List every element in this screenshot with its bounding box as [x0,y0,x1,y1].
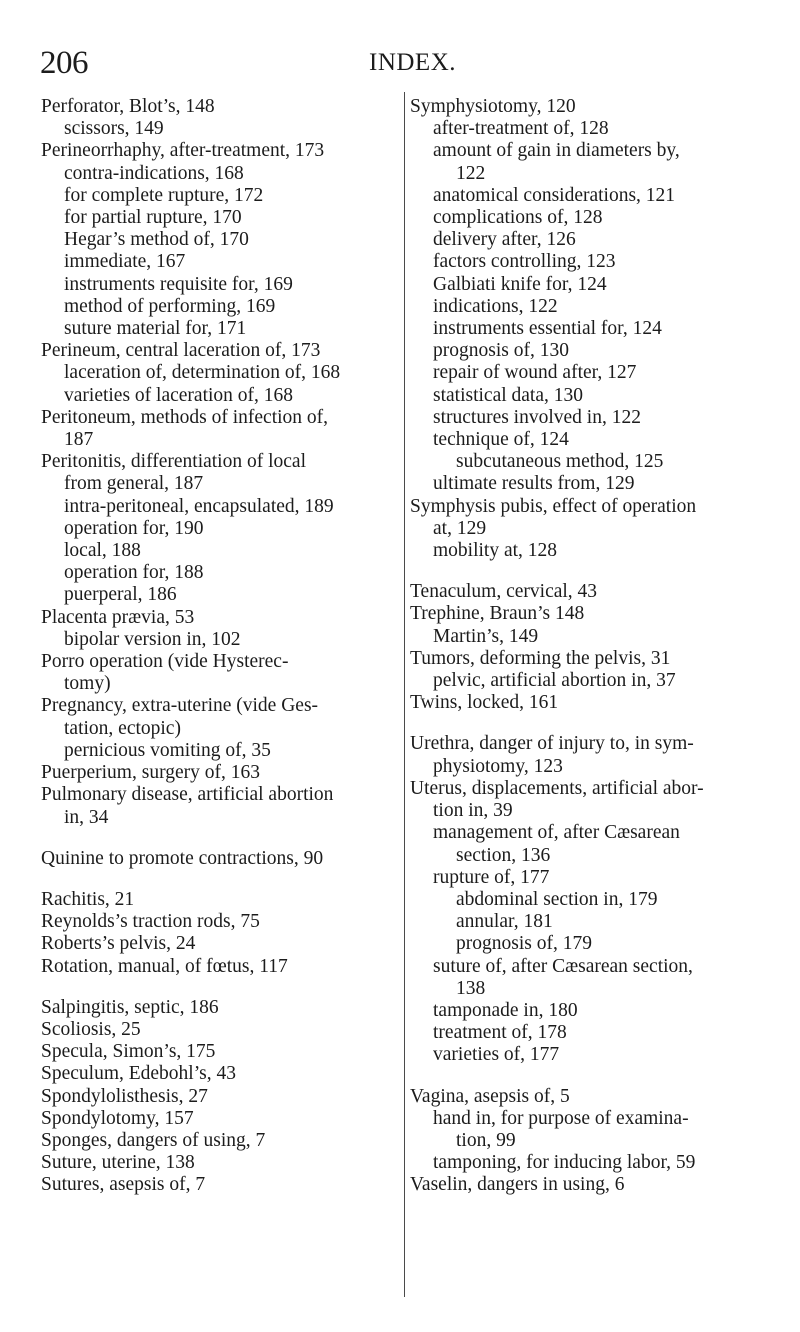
index-entry [410,603,780,625]
index-entry [41,933,401,955]
index-entry [41,1041,401,1063]
entry-text: management of, after Cæsarean [433,822,680,844]
entry-text: complications of, 128 [433,207,603,229]
entry-text: annular, 181 [456,911,553,933]
entry-text: hand in, for purpose of examina- [433,1107,689,1129]
entry-continuation: section, 136 [456,844,551,866]
index-column-left [41,96,401,1197]
entry-continuation: tion, 99 [456,1129,516,1151]
entry-text: bipolar version in, 102 [64,628,241,650]
entry-text: intra-peritoneal, encapsulated, 189 [64,495,334,517]
page-header [40,46,760,86]
index-subentry [410,670,780,692]
index-subentry [410,207,780,229]
index-entry [41,451,401,495]
entry-text: Spondylotomy, 157 [41,1107,194,1129]
index-subentry [410,118,780,140]
index-subentry [410,296,780,318]
entry-text: Trephine, Braun’s 148 [410,603,585,625]
entry-text: Galbiati knife for, 124 [433,273,607,295]
entry-text: pelvic, artificial abortion in, 37 [433,670,676,692]
entry-continuation: in, 34 [64,806,109,828]
entry-text: ultimate results from, 129 [433,473,635,495]
entry-text: statistical data, 130 [433,384,584,406]
entry-text: Reynolds’s traction rods, 75 [41,911,260,933]
entry-text: subcutaneous method, 125 [456,451,664,473]
index-subentry [410,1152,780,1174]
entry-text: mobility at, 128 [433,540,558,562]
index-entry [41,784,401,828]
index-entry [41,695,401,739]
entry-text: Salpingitis, septic, 186 [41,996,219,1018]
entry-text: contra-indications, 168 [64,162,244,184]
entry-text: tamponade in, 180 [433,999,578,1021]
entry-text: immediate, 167 [64,251,186,273]
entry-text: local, 188 [64,540,141,562]
index-entry [41,1130,401,1152]
index-entry [41,407,401,451]
entry-text: instruments essential for, 124 [433,318,662,340]
index-entry [410,581,780,603]
entry-text: method of performing, 169 [64,295,276,317]
index-subentry [410,251,780,273]
index-subentry [41,562,401,584]
entry-text: Martin’s, 149 [433,625,539,647]
index-subentry [41,740,401,762]
index-subentry [41,496,401,518]
entry-text: varieties of laceration of, 168 [64,384,294,406]
entry-text: suture of, after Cæsarean section, [433,955,693,977]
entry-continuation: from general, 187 [64,473,204,495]
entry-text: prognosis of, 179 [456,933,592,955]
entry-text: Sponges, dangers of using, 7 [41,1129,266,1151]
entry-text: Roberts’s pelvis, 24 [41,933,196,955]
entry-text: Perineum, central laceration of, 173 [41,340,321,362]
index-entry [41,1108,401,1130]
index-subentry [41,318,401,340]
entry-text: Peritonitis, differentiation of local [41,451,306,473]
index-subentry [41,185,401,207]
entry-text: for partial rupture, 170 [64,207,242,229]
index-subentry [410,956,780,1000]
entry-text: Specula, Simon’s, 175 [41,1041,216,1063]
index-subentry [410,385,780,407]
index-column-right [410,96,780,1197]
page-number: 206 [40,45,88,81]
entry-text: operation for, 188 [64,562,204,584]
entry-continuation: tation, ectopic) [64,717,181,739]
entry-text: Peritoneum, methods of infection of, [41,406,329,428]
index-subentry [410,1022,780,1044]
entry-text: Suture, uterine, 138 [41,1152,195,1174]
entry-text: technique of, 124 [433,429,569,451]
entry-continuation: at, 129 [433,517,487,539]
index-subentry [410,867,780,889]
index-subentry [41,207,401,229]
entry-text: Urethra, danger of injury to, in sym- [410,733,694,755]
index-subentry [41,584,401,606]
index-entry [410,1174,780,1196]
entry-text: after-treatment of, 128 [433,118,609,140]
index-entry [41,1152,401,1174]
entry-text: indications, 122 [433,295,558,317]
entry-text: Tumors, deforming the pelvis, 31 [410,647,671,669]
entry-text: Hegar’s method of, 170 [64,229,249,251]
index-entry [41,96,401,118]
entry-text: operation for, 190 [64,517,204,539]
entry-text: puerperal, 186 [64,584,177,606]
entry-text: Quinine to promote contractions, 90 [41,847,324,869]
entry-text: abdominal section in, 179 [456,888,658,910]
index-subentry [410,229,780,251]
index-subentry [41,118,401,140]
entry-text: Porro operation (vide Hysterec- [41,651,289,673]
entry-text: amount of gain in diameters by, [433,140,680,162]
entry-text: Perineorrhaphy, after-treatment, 173 [41,140,325,162]
index-subentry [41,229,401,251]
entry-text: Symphysis pubis, effect of operation [410,495,697,517]
entry-text: for complete rupture, 172 [64,184,264,206]
index-entry [410,1086,780,1108]
entry-text: Sutures, asepsis of, 7 [41,1174,206,1196]
index-subentry [410,889,780,911]
entry-text: structures involved in, 122 [433,406,641,428]
entry-text: Placenta prævia, 53 [41,606,195,628]
entry-text: instruments requisite for, 169 [64,273,293,295]
entry-text: Symphysiotomy, 120 [410,96,576,117]
index-entry [41,1019,401,1041]
index-subentry [410,911,780,933]
entry-text: Tenaculum, cervical, 43 [410,581,598,603]
index-entry [41,889,401,911]
entry-text: pernicious vomiting of, 35 [64,739,271,761]
entry-continuation: tomy) [64,673,111,695]
entry-text: rupture of, 177 [433,866,550,888]
entry-text: Puerperium, surgery of, 163 [41,762,260,784]
index-subentry [41,629,401,651]
index-subentry [410,340,780,362]
index-entry [410,778,780,822]
entry-text: Speculum, Edebohl’s, 43 [41,1063,236,1085]
entry-text: Pregnancy, extra-uterine (vide Ges- [41,695,319,717]
index-entry [41,997,401,1019]
index-entry [41,340,401,362]
entry-text: treatment of, 178 [433,1022,567,1044]
entry-continuation: 138 [456,977,486,999]
index-entry [41,848,401,870]
entry-text: suture material for, 171 [64,318,247,340]
index-entry [410,733,780,777]
entry-text: Scoliosis, 25 [41,1018,141,1040]
index-subentry [410,1044,780,1066]
index-subentry [41,296,401,318]
index-entry [41,762,401,784]
index-subentry [410,407,780,429]
entry-text: delivery after, 126 [433,229,576,251]
index-subentry [410,185,780,207]
index-subentry [410,451,780,473]
entry-text: scissors, 149 [64,118,164,140]
entry-text: Pulmonary disease, artificial abortion [41,784,334,806]
index-subentry [410,473,780,495]
entry-text: Twins, locked, 161 [410,692,559,714]
entry-text: Rachitis, 21 [41,888,135,910]
index-subentry [410,1108,780,1152]
index-entry [41,1063,401,1085]
entry-text: Vagina, asepsis of, 5 [410,1085,570,1107]
index-subentry [410,933,780,955]
index-entry [41,956,401,978]
entry-text: Spondylolisthesis, 27 [41,1085,208,1107]
index-subentry [410,362,780,384]
entry-text: Vaselin, dangers in using, 6 [410,1174,625,1196]
entry-text: laceration of, determination of, 168 [64,362,341,384]
entry-continuation: 187 [64,429,94,451]
index-subentry [410,822,780,866]
index-entry [41,1086,401,1108]
index-subentry [410,540,780,562]
index-subentry [410,274,780,296]
entry-continuation: 122 [456,162,486,184]
running-title: INDEX. [369,49,457,76]
index-subentry [410,318,780,340]
entry-text: Perforator, Blot’s, 148 [41,96,215,117]
index-subentry [410,140,780,184]
index-entry [41,1174,401,1196]
index-subentry [41,385,401,407]
index-subentry [41,362,401,384]
index-entry [410,692,780,714]
index-entry [410,496,780,540]
index-entry [410,648,780,670]
index-subentry [41,518,401,540]
index-entry [41,607,401,629]
entry-text: Rotation, manual, of fœtus, 117 [41,955,288,977]
index-subentry [410,429,780,451]
entry-text: tamponing, for inducing labor, 59 [433,1152,696,1174]
entry-text: factors controlling, 123 [433,251,616,273]
index-entry [41,911,401,933]
index-subentry [410,1000,780,1022]
index-subentry [41,274,401,296]
entry-text: prognosis of, 130 [433,340,569,362]
index-entry [410,96,780,118]
entry-text: varieties of, 177 [433,1044,560,1066]
index-subentry [41,540,401,562]
column-divider [404,92,405,1297]
index-subentry [41,251,401,273]
entry-text: repair of wound after, 127 [433,362,637,384]
index-subentry [410,626,780,648]
index-entry [41,651,401,695]
entry-text: anatomical considerations, 121 [433,184,676,206]
index-entry [41,140,401,162]
entry-continuation: tion in, 39 [433,800,513,822]
entry-continuation: physiotomy, 123 [433,755,563,777]
index-subentry [41,163,401,185]
entry-text: Uterus, displacements, artificial abor- [410,777,704,799]
